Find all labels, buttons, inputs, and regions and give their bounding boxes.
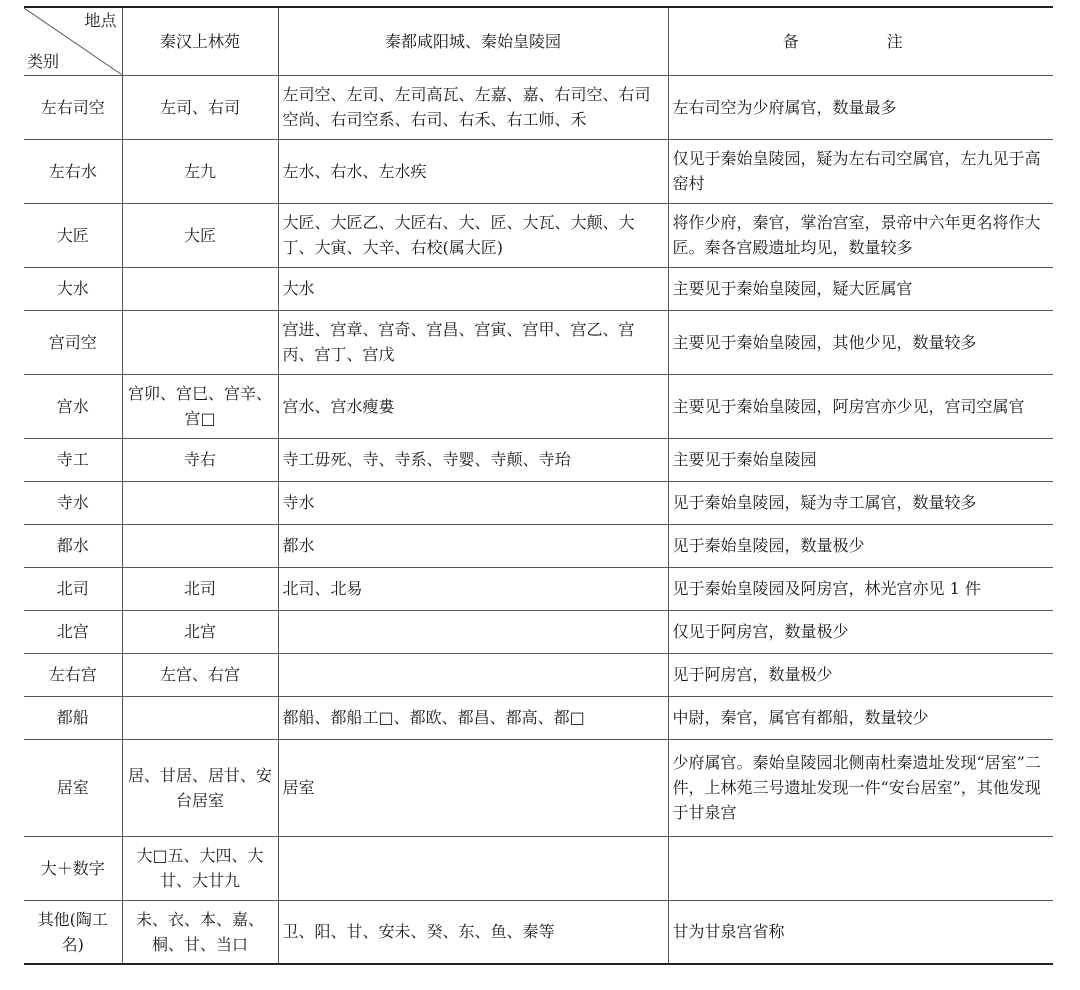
table-row xyxy=(24,653,1053,696)
category-cell: 北司 xyxy=(24,567,122,610)
table-row xyxy=(24,481,1053,524)
shanglin-cell: 左司、右司 xyxy=(122,75,278,139)
header-row xyxy=(24,7,1053,75)
corner-header-cell xyxy=(24,7,122,75)
table-row xyxy=(24,610,1053,653)
xianyang-cell xyxy=(278,836,668,900)
xianyang-cell: 寺工毋死、寺、寺系、寺婴、寺颠、寺珆 xyxy=(278,438,668,481)
shanglin-cell: 大□五、大四、大廿、大廿九 xyxy=(122,836,278,900)
shanglin-cell: 未、衣、本、嘉、桐、甘、当口 xyxy=(122,900,278,964)
column-header-shanglin: 秦汉上林苑 xyxy=(122,7,278,75)
pottery-inscription-table xyxy=(24,6,1053,965)
xianyang-cell: 左水、右水、左水疾 xyxy=(278,139,668,203)
shanglin-cell: 北司 xyxy=(122,567,278,610)
table-row xyxy=(24,567,1053,610)
category-cell: 大匠 xyxy=(24,203,122,267)
category-cell: 大＋数字 xyxy=(24,836,122,900)
note-cell: 少府属官。秦始皇陵园北侧南杜秦遗址发现“居室”二件，上林苑三号遗址发现一件“安台居室”，其他发现于甘泉宫 xyxy=(668,739,1053,836)
shanglin-cell: 北宫 xyxy=(122,610,278,653)
xianyang-cell: 北司、北易 xyxy=(278,567,668,610)
table-row xyxy=(24,438,1053,481)
table-row xyxy=(24,75,1053,139)
xianyang-cell: 大匠、大匠乙、大匠右、大、匠、大瓦、大颠、大丁、大寅、大辛、右校(属大匠) xyxy=(278,203,668,267)
table-row xyxy=(24,139,1053,203)
note-cell: 中尉，秦官，属官有都船，数量较少 xyxy=(668,696,1053,739)
category-cell: 寺工 xyxy=(24,438,122,481)
shanglin-cell xyxy=(122,696,278,739)
table-row xyxy=(24,739,1053,836)
table-row xyxy=(24,203,1053,267)
xianyang-cell: 居室 xyxy=(278,739,668,836)
shanglin-cell xyxy=(122,481,278,524)
shanglin-cell: 左宫、右宫 xyxy=(122,653,278,696)
column-header-xianyang: 秦都咸阳城、秦始皇陵园 xyxy=(278,7,668,75)
shanglin-cell: 居、甘居、居甘、安台居室 xyxy=(122,739,278,836)
xianyang-cell: 寺水 xyxy=(278,481,668,524)
note-cell: 甘为甘泉宫省称 xyxy=(668,900,1053,964)
xianyang-cell: 都水 xyxy=(278,524,668,567)
xianyang-cell xyxy=(278,610,668,653)
xianyang-cell: 卫、阳、甘、安未、癸、东、鱼、秦等 xyxy=(278,900,668,964)
category-cell: 宫水 xyxy=(24,374,122,438)
note-cell: 将作少府，秦官，掌治宫室，景帝中六年更名将作大匠。秦各宫殿遗址均见，数量较多 xyxy=(668,203,1053,267)
shanglin-cell: 宫卯、宫巳、宫辛、宫□ xyxy=(122,374,278,438)
note-cell: 仅见于秦始皇陵园，疑为左右司空属官，左九见于高窑村 xyxy=(668,139,1053,203)
category-cell: 北宫 xyxy=(24,610,122,653)
note-cell: 主要见于秦始皇陵园，其他少见，数量较多 xyxy=(668,310,1053,374)
table-row xyxy=(24,696,1053,739)
note-cell: 见于秦始皇陵园及阿房宫，林光宫亦见 1 件 xyxy=(668,567,1053,610)
note-cell: 左右司空为少府属官，数量最多 xyxy=(668,75,1053,139)
table-row xyxy=(24,267,1053,310)
table-row xyxy=(24,524,1053,567)
category-cell: 左右司空 xyxy=(24,75,122,139)
column-header-note: 备 注 xyxy=(668,7,1053,75)
category-cell: 都船 xyxy=(24,696,122,739)
table-row xyxy=(24,900,1053,964)
note-cell: 主要见于秦始皇陵园 xyxy=(668,438,1053,481)
note-cell xyxy=(668,836,1053,900)
xianyang-cell xyxy=(278,653,668,696)
category-cell: 左右宫 xyxy=(24,653,122,696)
xianyang-cell: 宫水、宫水瘦婁 xyxy=(278,374,668,438)
category-cell: 其他(陶工名) xyxy=(24,900,122,964)
xianyang-cell: 大水 xyxy=(278,267,668,310)
corner-location-label: 地点 xyxy=(84,11,117,30)
category-cell: 居室 xyxy=(24,739,122,836)
note-cell: 主要见于秦始皇陵园，疑大匠属官 xyxy=(668,267,1053,310)
note-cell: 见于秦始皇陵园，数量极少 xyxy=(668,524,1053,567)
xianyang-cell: 左司空、左司、左司高瓦、左嘉、嘉、右司空、右司空尚、右司空系、右司、右禾、右工师、禾 xyxy=(278,75,668,139)
shanglin-cell xyxy=(122,310,278,374)
xianyang-cell: 宫进、宫章、宫奇、宫昌、宫寅、宫甲、宫乙、宫丙、宫丁、宫戊 xyxy=(278,310,668,374)
corner-category-label: 类别 xyxy=(27,51,60,71)
table-row xyxy=(24,836,1053,900)
shanglin-cell: 大匠 xyxy=(122,203,278,267)
note-cell: 见于秦始皇陵园，疑为寺工属官，数量较多 xyxy=(668,481,1053,524)
table-row xyxy=(24,374,1053,438)
category-cell: 左右水 xyxy=(24,139,122,203)
note-cell: 主要见于秦始皇陵园，阿房宫亦少见，宫司空属官 xyxy=(668,374,1053,438)
shanglin-cell: 左九 xyxy=(122,139,278,203)
category-cell: 寺水 xyxy=(24,481,122,524)
shanglin-cell: 寺右 xyxy=(122,438,278,481)
note-cell: 仅见于阿房宫，数量极少 xyxy=(668,610,1053,653)
table-row xyxy=(24,310,1053,374)
shanglin-cell xyxy=(122,524,278,567)
category-cell: 都水 xyxy=(24,524,122,567)
shanglin-cell xyxy=(122,267,278,310)
note-cell: 见于阿房宫，数量极少 xyxy=(668,653,1053,696)
xianyang-cell: 都船、都船工□、都欧、都昌、都高、都□ xyxy=(278,696,668,739)
category-cell: 大水 xyxy=(24,267,122,310)
category-cell: 宫司空 xyxy=(24,310,122,374)
